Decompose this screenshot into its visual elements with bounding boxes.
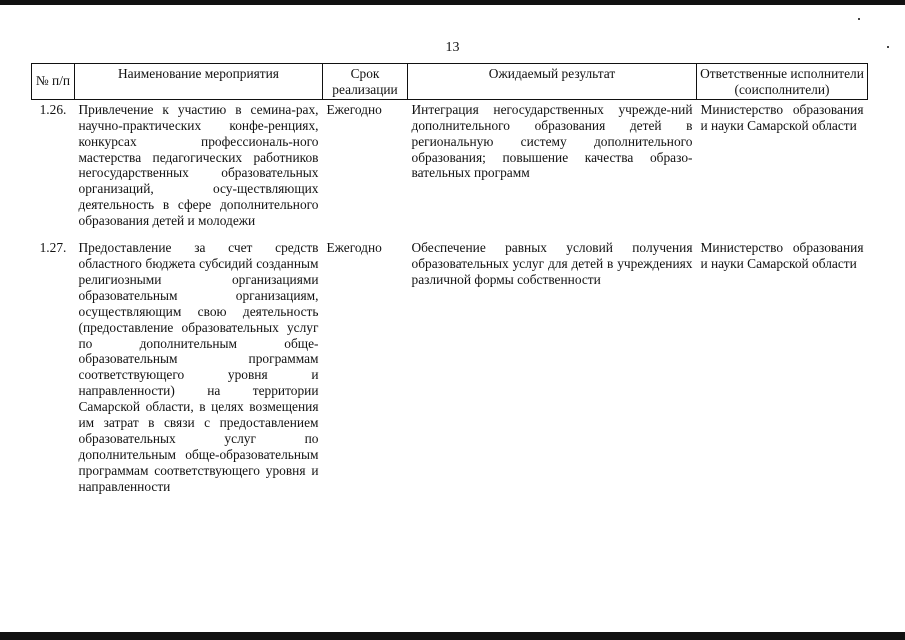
row-name: Предоставление за счет средств областного бюджета субсидий созданным религиозными организациями образовательным организациям, осуществляющим свою деятельность (предоставление образовательных услуг по дополнительным обще-образовательным программам соответствующего уровня и направленности) на территории Самарской области, в целях возмещения им затрат в связи с предоставлением образовательных услуг по дополнительным обще-образовательным программам соответствующего уровня и направленности (78, 240, 319, 494)
row-name: Привлечение к участию в семина-рах, научно-практических конфе-ренциях, конкурсах профессиональ-ного мастерства педагогических работников негосударственных образовательных организаций, осу-ществляющих деятельность в сфере дополнительного образования детей и молодежи (78, 101, 319, 229)
scan-speck (858, 18, 860, 20)
row-number: 1.27. (39, 240, 67, 256)
table-row (32, 229, 868, 495)
scan-border-bottom (0, 632, 905, 640)
row-result: Обеспечение равных условий получения образовательных услуг для детей в учреждениях различной формы собственности (411, 240, 693, 287)
header-responsible: Ответственные исполнители (соисполнители) (697, 64, 868, 100)
row-term: Ежегодно (326, 101, 382, 117)
row-responsible: Министерство образования и науки Самарской области (700, 240, 864, 271)
scan-border-top (0, 0, 905, 5)
header-number: № п/п (32, 64, 75, 100)
table-header (32, 64, 868, 100)
header-name: Наименование мероприятия (75, 64, 323, 100)
header-result: Ожидаемый результат (408, 64, 697, 100)
row-number: 1.26. (39, 101, 67, 117)
page-number: 13 (445, 40, 460, 55)
table-body (32, 99, 868, 494)
table-row (32, 99, 868, 229)
row-result: Интеграция негосударственных учрежде-ний дополнительного образования детей в региональную систему дополнительного образования; повышение качества образо-вательных программ (411, 101, 693, 181)
row-term: Ежегодно (326, 240, 382, 256)
header-term: Срок реализации (323, 64, 408, 100)
row-responsible: Министерство образования и науки Самарской области (700, 101, 864, 133)
events-table (31, 63, 868, 495)
